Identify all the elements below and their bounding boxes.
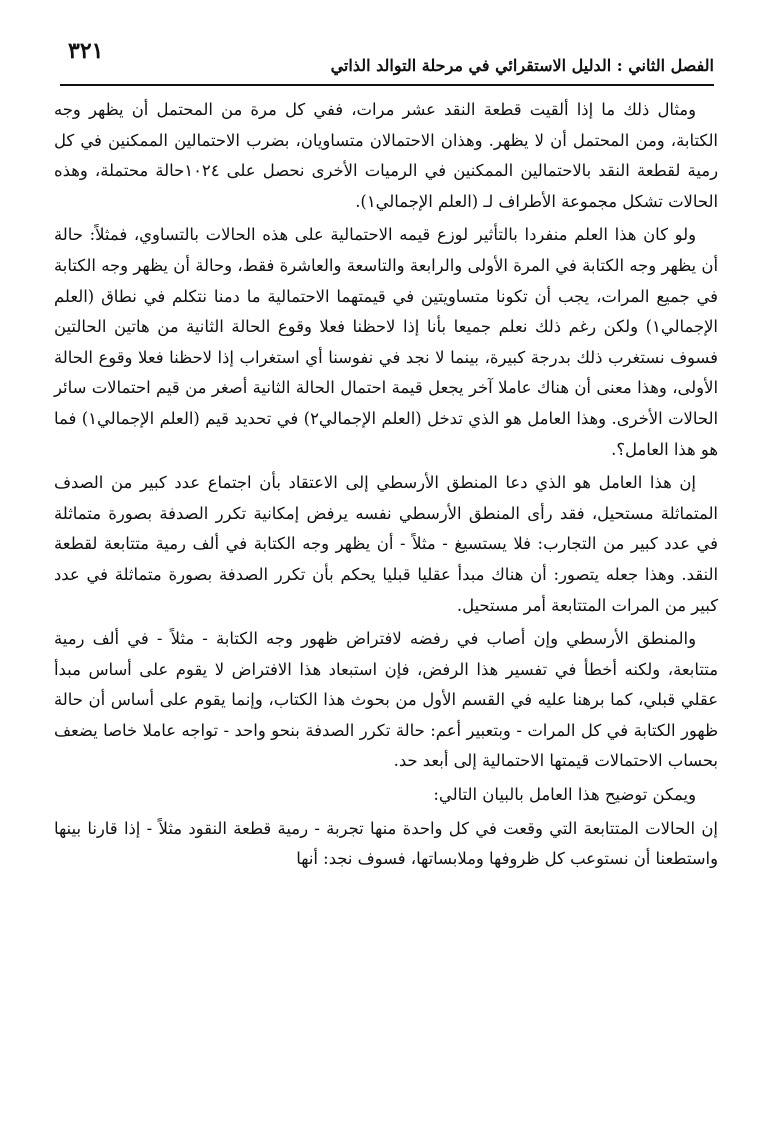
- paragraph-4: والمنطق الأرسطي وإن أصاب في رفضه لافتراض ظهور وجه الكتابة - مثلاً - في ألف رمية متتابعة، ولكنه أخطأ في تفسير هذا الرفض، فإن استبعاد هذا الافتراض لا يقوم على أساس مبدأ عقلي قبلي، كما برهنا عليه في القسم الأول من بحوث هذا الكتاب، وإنما يقوم على أساس أن حالة ظهور الكتابة في كل المرات - وبتعبير أعم: حالة تكرر الصدفة بنحو واحد - تواجه عاملا خاصا يضعف بحساب الاحتمالات قيمتها الاحتمالية إلى أبعد حد.: [54, 629, 718, 771]
- running-head: الفصل الثاني : الدليل الاستقرائي في مرحلة التوالد الذاتي: [330, 56, 714, 75]
- page-body: [54, 95, 718, 878]
- page-number: ٣٢١: [68, 38, 104, 64]
- paragraph-3: إن هذا العامل هو الذي دعا المنطق الأرسطي إلى الاعتقاد بأن اجتماع عدد كبير من الصدف المتماثلة مستحيل، فقد رأى المنطق الأرسطي نفسه يرفض إمكانية تكرر الصدفة بصورة متماثلة في عدد كبير من التجارب: فلا يستسيغ - مثلاً - أن يظهر وجه الكتابة في ألف رمية متتابعة لقطعة النقد. وهذا جعله يتصور: أن هناك مبدأ عقليا قبليا يحكم بأن تكرر الصدفة بصورة متماثلة في عدد كبير من المرات المتتابعة أمر مستحيل.: [54, 473, 718, 615]
- paragraph-1: ومثال ذلك ما إذا ألقيت قطعة النقد عشر مرات، ففي كل مرة من المحتمل أن يظهر وجه الكتابة، ومن المحتمل أن لا يظهر. وهذان الاحتمالان متساويان، بضرب الاحتمالين الممكنين في كل رمية لقطعة النقد بالاحتمالين الممكنين في الرميات الأخرى نحصل على ١٠٢٤حالة محتملة، وهذه الحالات تشكل مجموعة الأطراف لـ (العلم الإجمالي١).: [54, 100, 718, 211]
- paragraph-5: ويمكن توضيح هذا العامل بالبيان التالي:: [433, 785, 696, 805]
- paragraph-2: ولو كان هذا العلم منفردا بالتأثير لوزع قيمه الاحتمالية على هذه الحالات بالتساوي، فمثلاً: حالة أن يظهر وجه الكتابة في المرة الأولى والرابعة والتاسعة والعاشرة فقط، وحالة أن يظهر وجه الكتابة في جميع المرات، يجب أن تكونا متساويتين في قيمتهما الاحتمالية ما دمنا نتكلم في نطاق (العلم الإجمالي١) ولكن رغم ذلك نعلم جميعا بأنا إذا لاحظنا فعلا وقوع الحالة الثانية من هاتين الحالتين فسوف نستغرب ذلك بدرجة كبيرة، بينما لا نجد في نفوسنا أي استغراب إذا لاحظنا فعلا وقوع الحالة الأولى، وهذا معنى أن هناك عاملا آخر يجعل قيمة احتمال الحالة الثانية أصغر من قيم احتمالات سائر الحالات الأخرى. وهذا العامل هو الذي تدخل (العلم الإجمالي٢) في تحديد قيم (العلم الإجمالي١) فما هو هذا العامل؟.: [54, 225, 718, 459]
- paragraph-6: إن الحالات المتتابعة التي وقعت في كل واحدة منها تجربة - رمية قطعة النقود مثلاً - إذا قارنا بينها واستطعنا أن نستوعب كل ظروفها وملابساتها، فسوف نجد: أنها: [54, 818, 718, 869]
- page-header: [60, 36, 714, 86]
